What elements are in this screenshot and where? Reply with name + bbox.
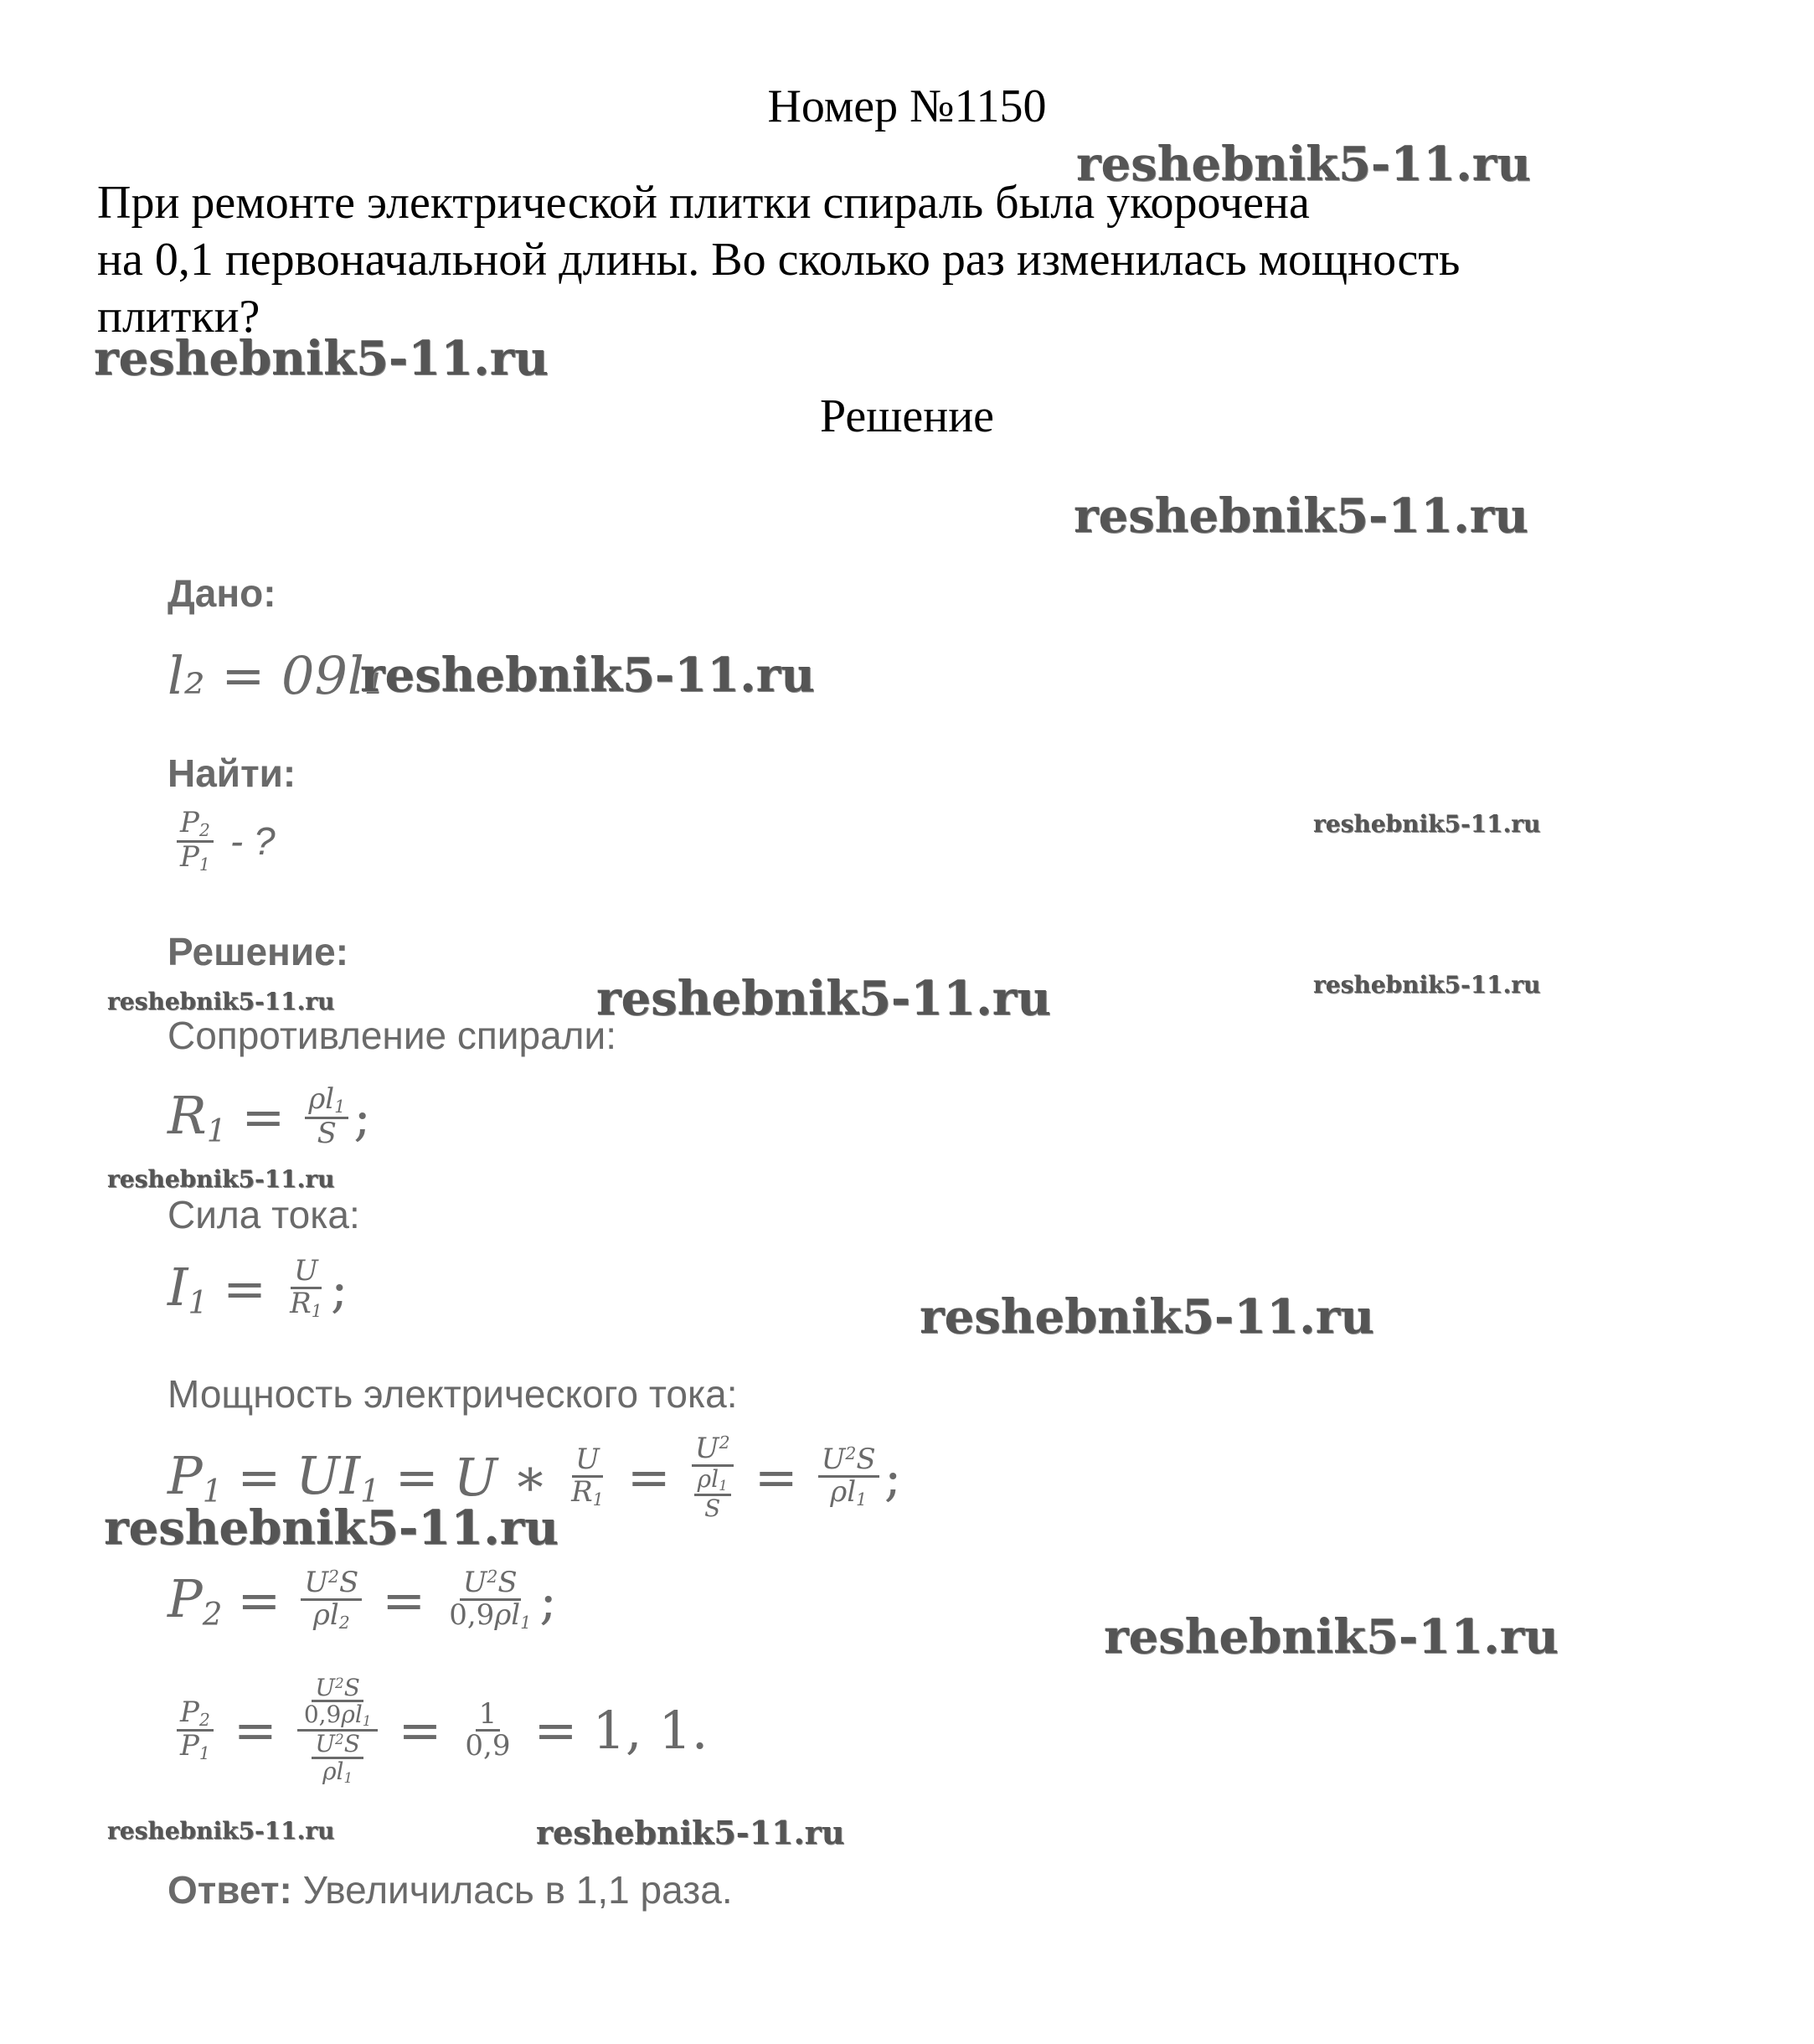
watermark: reshebnik5-11.ru [104,1500,559,1556]
watermark: reshebnik5-11.ru [596,971,1051,1026]
answer [167,1866,733,1913]
ratio-formula: $\frac{P_2}{P_1}$ = $\frac{\frac{U^2S}{0,9\rho l_1}}{\frac{U^2S}{\rho l_1}}$ = $\frac{1}{0,9}$ = 1, 1. [172,1675,708,1785]
find-formula [172,808,276,874]
watermark: reshebnik5-11.ru [107,1165,335,1193]
watermark: reshebnik5-11.ru [107,1817,335,1845]
resistance-formula: $R_1$ = $\frac{\rho l_1}{S}$ ; [167,1082,372,1150]
problem-statement [97,174,1730,345]
power-formula-p2: $P_2$ = $\frac{U^2S}{\rho l_2}$ = $\frac{U^2S}{0,9\rho l_1}$ ; [167,1566,558,1633]
find-suffix: - ? [229,819,276,864]
solution-label: Решение: [167,930,349,973]
watermark: reshebnik5-11.ru [1104,1609,1559,1665]
problem-line-1: При ремонте электрической плитки спираль была укорочена [97,177,1310,229]
power-label: Мощность электрического тока: [167,1372,738,1416]
watermark: reshebnik5-11.ru [1076,137,1531,192]
answer-label: Ответ: [167,1868,292,1912]
find-label: Найти: [167,751,296,795]
resistance-label: Сопротивление спирали: [167,1014,616,1057]
solution-heading: Решение [819,390,995,442]
answer-text: Увеличилась в 1,1 раза. [302,1868,733,1912]
ratio-fraction: $\frac{P_2}{P_1}$ [177,808,214,874]
given-formula: l₂ = 09l₁ [167,645,385,706]
current-formula: $I_1$ = $\frac{U}{R_1}$ ; [167,1254,348,1321]
watermark: reshebnik5-11.ru [920,1289,1374,1345]
watermark: reshebnik5-11.ru [94,331,549,386]
watermark: reshebnik5-11.ru [1313,810,1541,838]
current-label: Сила тока: [167,1193,360,1236]
page-title: Номер №1150 [767,80,1047,132]
problem-line-2: на 0,1 первоначальной длины. Во сколько раз изменилась мощность [97,234,1461,286]
watermark: reshebnik5-11.ru [107,988,335,1015]
watermark: reshebnik5-11.ru [536,1814,845,1851]
watermark: reshebnik5-11.ru [1074,488,1528,544]
power-formula-p1: $P_1$ = $UI_1$ = U ∗ $\frac{U}{R_1}$ = $\frac{U^2}{\frac{\rho l_1}{S}}$ = $\frac{U^2S}{\rho l_1}$ ; [167,1432,902,1522]
result-value: 1, 1. [592,1700,709,1762]
watermark: reshebnik5-11.ru [1313,971,1541,999]
given-label: Дано: [167,571,276,615]
problem-line-3: плитки? [97,291,260,343]
watermark: reshebnik5-11.ru [360,648,815,703]
